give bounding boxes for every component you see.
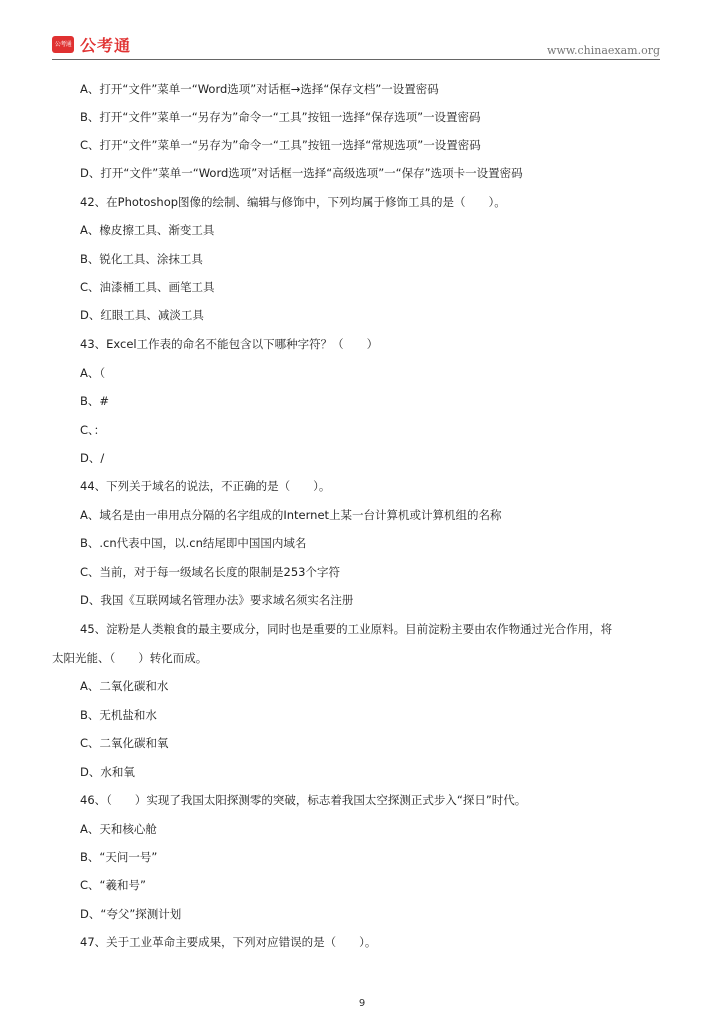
- option-c-q43: C、：: [80, 423, 106, 437]
- option-d-q43: D、/: [80, 451, 105, 465]
- option-c-q45: C、二氧化碳和氧: [80, 736, 169, 750]
- option-b-q46: B、“天问一号”: [80, 850, 158, 864]
- page-number: 9: [358, 998, 366, 1009]
- question-44: 44、下列关于域名的说法，不正确的是（ ）。: [80, 479, 331, 493]
- option-d-q42: D、红眼工具、减淡工具: [80, 308, 204, 322]
- question-45-continued: 太阳光能、（ ）转化而成。: [52, 651, 208, 665]
- question-46: 46、（ ）实现了我国太阳探测零的突破，标志着我国太空探测正式步入“探日”时代。: [80, 793, 527, 807]
- question-43: 43、Excel工作表的命名不能包含以下哪种字符？（ ）: [80, 337, 379, 351]
- option-d-q41: D、打开“文件”菜单一“Word选项”对话框一选择“高级选项”一“保存”选项卡一设置密码: [80, 166, 523, 180]
- option-b-q44: B、.cn代表中国，以.cn结尾即中国国内域名: [80, 536, 307, 550]
- logo-badge: 公考通: [52, 36, 74, 53]
- option-c-q46: C、“羲和号”: [80, 878, 146, 892]
- option-b-q45: B、无机盐和水: [80, 708, 157, 722]
- question-45: 45、淀粉是人类粮食的最主要成分，同时也是重要的工业原料。目前淀粉主要由农作物通过光合作用，将: [80, 622, 613, 636]
- question-47: 47、关于工业革命主要成果，下列对应错误的是（ ）。: [80, 935, 377, 949]
- option-d-q46: D、“夸父”探测计划: [80, 907, 182, 921]
- option-d-q45: D、水和氧: [80, 765, 135, 779]
- site-url: www.chinaexam.org: [547, 44, 660, 57]
- option-a-q44: A、域名是由一串用点分隔的名字组成的Internet上某一台计算机或计算机组的名称: [80, 508, 502, 522]
- option-b-q42: B、锐化工具、涂抹工具: [80, 252, 203, 266]
- option-b-q43: B、#: [80, 394, 110, 408]
- question-42: 42、在Photoshop图像的绘制、编辑与修饰中，下列均属于修饰工具的是（ ）。: [80, 195, 506, 209]
- option-c-q42: C、油漆桶工具、画笔工具: [80, 280, 215, 294]
- option-a-q43: A、（: [80, 366, 106, 380]
- option-a-q45: A、二氧化碳和水: [80, 679, 169, 693]
- option-d-q44: D、我国《互联网域名管理办法》要求域名须实名注册: [80, 593, 354, 607]
- option-a-q42: A、橡皮擦工具、渐变工具: [80, 223, 215, 237]
- logo-text: 公考通: [80, 36, 132, 55]
- option-a-q41: A、打开“文件”菜单一“Word选项”对话框→选择“保存文档”一设置密码: [80, 82, 439, 96]
- option-b-q41: B、打开“文件”菜单一“另存为”命令一“工具”按钮一选择“保存选项”一设置密码: [80, 110, 481, 124]
- option-c-q41: C、打开“文件”菜单一“另存为”命令一“工具”按钮一选择“常规选项”一设置密码: [80, 138, 481, 152]
- option-c-q44: C、当前，对于每一级域名长度的限制是253个字符: [80, 565, 340, 579]
- option-a-q46: A、天和核心舱: [80, 822, 157, 836]
